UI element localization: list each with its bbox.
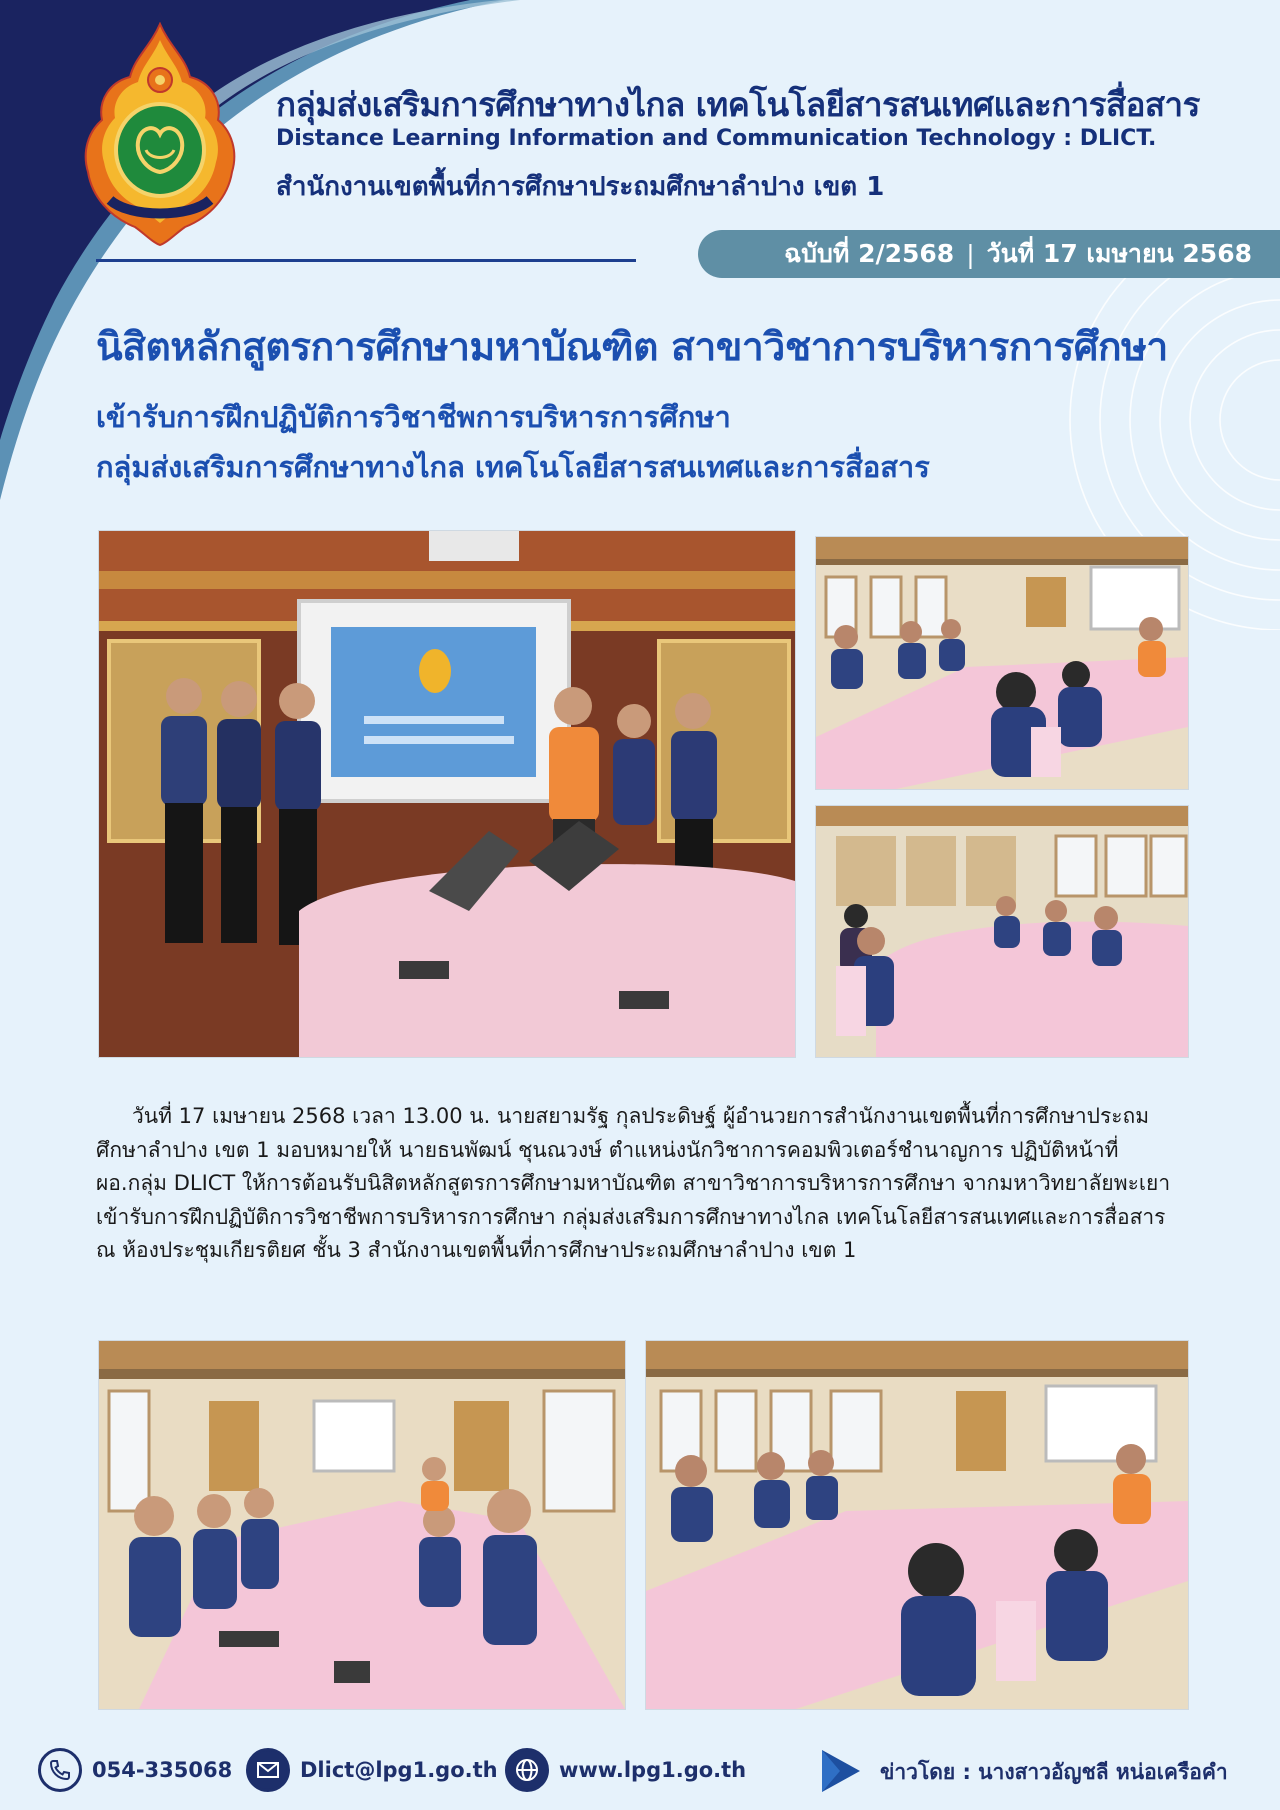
phone-icon (38, 1748, 82, 1792)
reporter-credit: ข่าวโดย : นางสาวอัญชลี หน่อเครือคำ (880, 1760, 1228, 1784)
footer-email[interactable] (246, 1748, 498, 1792)
photo-meeting-seated-group (98, 1340, 626, 1710)
article-body: วันที่ 17 เมษายน 2568 เวลา 13.00 น. นายสยามรัฐ กุลประดิษฐ์ ผู้อำนวยการสำนักงานเขตพื้นที่การศึกษาประถมศึกษาลำปาง เขต 1 มอบหมายให้ นายธนพัฒน์ ชุนณวงษ์ ตำแหน่งนักวิชาการคอมพิวเตอร์ชำนาญการ ปฏิบัติหน้าที่ ผอ.กลุ่ม DLICT ให้การต้อนรับนิสิตหลักสูตรการศึกษามหาบัณฑิต สาขาวิชาการบริหารการศึกษา จากมหาวิทยาลัยพะเยา เข้ารับการฝึกปฏิบัติการวิชาชีพการบริหารการศึกษา กลุ่มส่งเสริมการศึกษาทางไกล เทคโนโลยีสารสนเทศและการสื่อสาร ณ ห้องประชุมเกียรติยศ ชั้น 3 สำนักงานเขตพื้นที่การศึกษาประถมศึกษาลำปาง เขต 1 (96, 1104, 1171, 1262)
header-divider (96, 259, 636, 262)
issue-number: ฉบับที่ 2/2568 (784, 239, 955, 268)
phone-number: 054-335068 (92, 1758, 233, 1782)
globe-icon (505, 1748, 549, 1792)
issue-date-banner (698, 230, 1280, 278)
office-name: สำนักงานเขตพื้นที่การศึกษาประถมศึกษาลำปาง เขต 1 (276, 172, 885, 202)
issue-date: วันที่ 17 เมษายน 2568 (986, 239, 1252, 268)
org-name-thai: กลุ่มส่งเสริมการศึกษาทางไกล เทคโนโลยีสารสนเทศและการสื่อสาร (276, 85, 1200, 124)
issue-separator: | (966, 239, 975, 269)
org-name-english: Distance Learning Information and Communication Technology : DLICT. (276, 126, 1157, 151)
photo-meeting-room-1 (815, 536, 1189, 790)
obec-emblem-logo (80, 22, 240, 247)
footer-phone[interactable] (38, 1748, 232, 1792)
photo-meeting-room-2 (815, 805, 1189, 1058)
website-url: www.lpg1.go.th (559, 1758, 747, 1782)
play-icon (820, 1748, 862, 1794)
email-address: Dlict@lpg1.go.th (300, 1758, 498, 1782)
footer-website[interactable] (505, 1748, 746, 1792)
headline-subtitle-2: กลุ่มส่งเสริมการศึกษาทางไกล เทคโนโลยีสารสนเทศและการสื่อสาร (96, 450, 930, 484)
headline-subtitle-1: เข้ารับการฝึกปฏิบัติการวิชาชีพการบริหารการศึกษา (96, 400, 731, 434)
photo-group-at-screen (98, 530, 796, 1058)
headline-title: นิสิตหลักสูตรการศึกษามหาบัณฑิต สาขาวิชาการบริหารการศึกษา (96, 325, 1168, 370)
mail-icon (246, 1748, 290, 1792)
photo-meeting-table-wide (645, 1340, 1189, 1710)
